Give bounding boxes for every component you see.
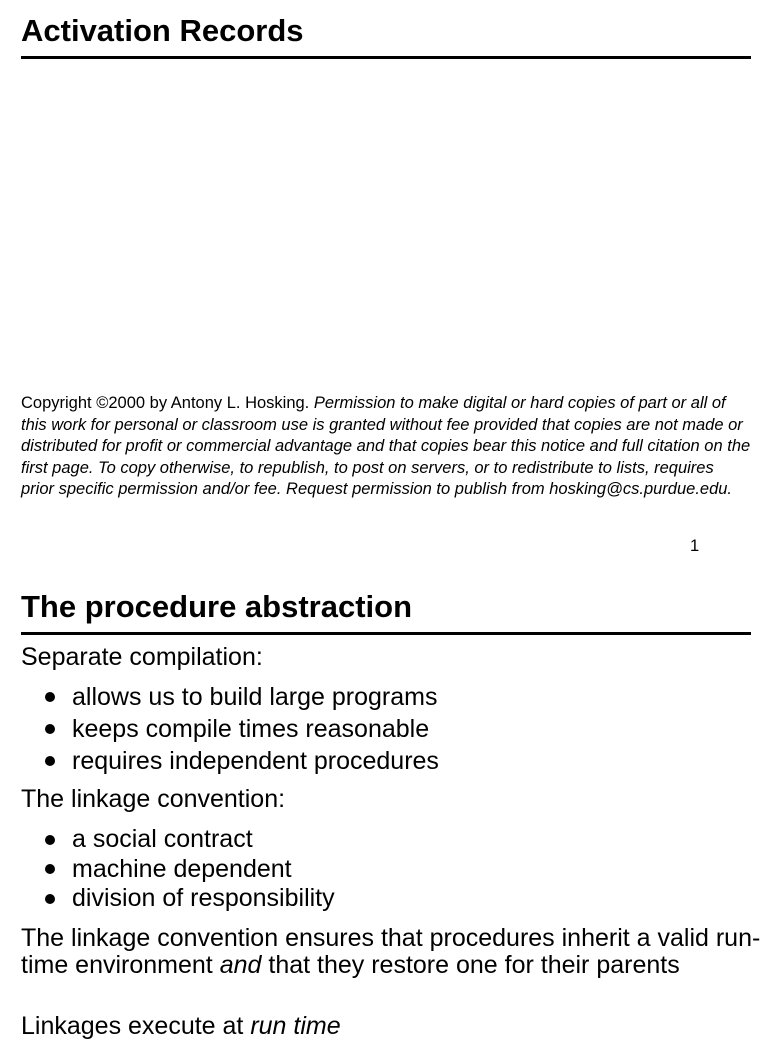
bullet-list (21, 825, 335, 914)
list-item-text: a social contract (72, 825, 253, 853)
copyright-notice (21, 393, 751, 501)
list-item (21, 713, 439, 745)
list-item (21, 884, 335, 914)
truncated-emphasis: run time (250, 1012, 341, 1040)
truncated-text: Linkages execute at (21, 1012, 251, 1040)
list-item (21, 825, 335, 855)
paragraph-text: The linkage convention ensures that procedures inherit a valid run-time environment (21, 924, 761, 979)
list-item-text: machine dependent (72, 854, 292, 883)
section-heading: The linkage convention: (21, 785, 286, 813)
title-underline (21, 632, 751, 635)
paragraph-emphasis: and (219, 951, 262, 979)
slide-title: The procedure abstraction (21, 589, 413, 624)
copyright-symbol: © (96, 394, 109, 412)
truncated-line (21, 1013, 341, 1040)
bullet-icon (45, 724, 55, 734)
list-item (21, 855, 335, 885)
list-item-text: division of responsibility (72, 884, 335, 912)
bullet-icon (45, 864, 55, 874)
bullet-icon (45, 756, 55, 766)
permission-text: Permission to make digital or hard copies of part or all of this work for personal or classroom use is granted without fee provided that copies are not made or distributed for profit or commercial advantage and that copies bear this notice and full citation on the first page. To copy otherwise, to republish, to post on servers, or to redistribute to lists, requires prior specific permission and/or fee. Request permission to publish from hosking@cs.purdue.edu. (21, 394, 751, 499)
body-paragraph (21, 925, 761, 979)
list-item-text: keeps compile times reasonable (72, 715, 430, 743)
paragraph-text: that they restore one for their parents (261, 951, 680, 979)
copyright-holder: 2000 by Antony L. Hosking. (108, 394, 314, 412)
bullet-icon (45, 835, 55, 845)
bullet-list (21, 681, 439, 777)
title-underline (21, 56, 751, 59)
page-number: 1 (690, 537, 700, 555)
copyright-prefix: Copyright (21, 394, 97, 412)
bullet-icon (45, 692, 55, 702)
list-item (21, 681, 439, 713)
list-item (21, 745, 439, 777)
list-item-text: allows us to build large programs (72, 683, 438, 711)
slide-title: Activation Records (21, 13, 304, 48)
bullet-icon (45, 894, 55, 904)
list-item-text: requires independent procedures (72, 747, 439, 775)
section-heading: Separate compilation: (21, 643, 263, 671)
